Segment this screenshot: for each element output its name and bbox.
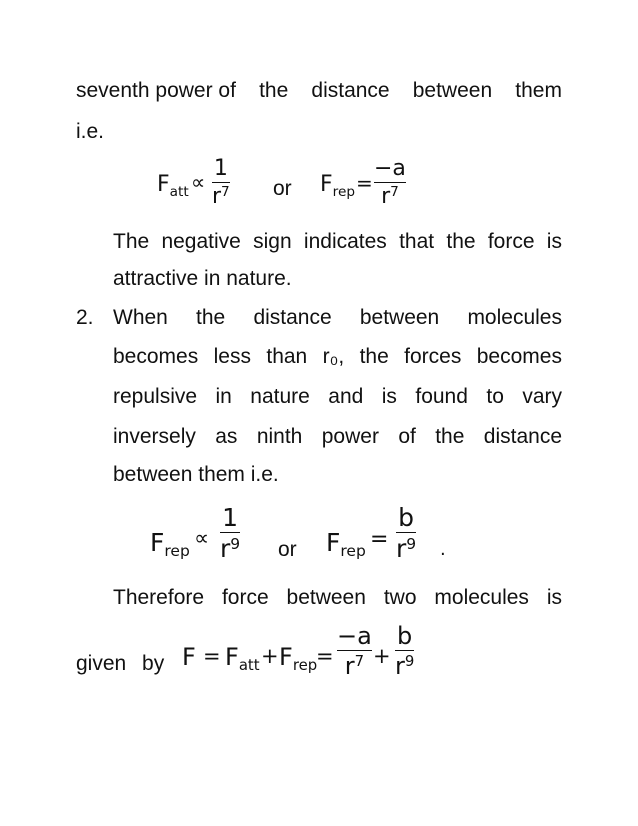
eq3-plus-1: + [261, 644, 279, 668]
item-2-line-4 [113, 426, 562, 447]
word: two [383, 586, 417, 609]
word: that [399, 230, 435, 253]
word: between [359, 306, 440, 329]
word: to [486, 385, 504, 408]
word: less [213, 345, 251, 368]
word: the [435, 425, 465, 448]
word: negative [161, 230, 241, 253]
word: the [359, 345, 389, 368]
word: The [113, 230, 150, 253]
word: the [259, 79, 289, 102]
eq2-or: or [278, 538, 297, 561]
paragraph-2-line-1 [113, 231, 562, 252]
word: the [446, 230, 476, 253]
eq2-period: . [440, 539, 446, 560]
word: distance [483, 425, 562, 448]
word: force [487, 230, 535, 253]
eq1-rhs-lhs: $F_{rep}$ [320, 172, 355, 200]
eq3-fraction-2: b $r^9$ [395, 622, 415, 681]
eq2-rhs-fraction: b $r^9$ [396, 503, 417, 564]
paragraph-1-line-1 [76, 80, 562, 101]
word: the [196, 306, 226, 329]
list-item-number: 2. [76, 306, 94, 329]
eq1-equals: = [356, 171, 373, 195]
eq3-equals-1: = [203, 644, 221, 668]
word: seventh power of [76, 79, 236, 102]
word: vary [522, 385, 562, 408]
word: distance [311, 79, 390, 102]
eq1-proportional-symbol: ∝ [191, 170, 206, 194]
eq3-term-2: $F_{rep}$ [279, 643, 318, 675]
eq1-or: or [273, 177, 292, 200]
word: is [381, 385, 397, 408]
word: indicates [303, 230, 387, 253]
eq2-proportional-symbol: ∝ [194, 526, 210, 550]
word: power [321, 425, 379, 448]
eq1-fraction: 1 $r^7$ [212, 156, 230, 210]
eq2-lhs: $F_{rep}$ [150, 528, 190, 561]
word: of [398, 425, 416, 448]
eq1-lhs: $F_{att}$ [157, 172, 189, 200]
word: distance [253, 306, 332, 329]
eq2-rhs-lhs: $F_{rep}$ [326, 528, 366, 561]
word: molecules [434, 586, 529, 609]
word: inversely [113, 425, 196, 448]
eq3-plus-2: + [373, 644, 391, 668]
eq3-term-1: $F_{att}$ [225, 643, 260, 675]
eq2-fraction: 1 $r^9$ [220, 503, 241, 564]
item-2-line-5: between them i.e. [113, 463, 279, 486]
word: Therefore [113, 586, 205, 609]
word: as [215, 425, 238, 448]
eq3-lhs: F [182, 643, 196, 671]
word: them [515, 79, 562, 102]
word: forces [404, 345, 462, 368]
paragraph-3-line-1 [113, 587, 562, 608]
word: found [415, 385, 468, 408]
word: in [215, 385, 232, 408]
word: nature [250, 385, 310, 408]
word: becomes [113, 345, 199, 368]
item-2-line-3 [113, 386, 562, 407]
word: r₀, [322, 345, 345, 368]
word: ninth [256, 425, 303, 448]
word: When [113, 306, 168, 329]
word: becomes [476, 345, 562, 368]
eq3-equals-2: = [316, 644, 334, 668]
paragraph-2-line-2: attractive in nature. [113, 267, 292, 290]
eq3-fraction-1: −a $r^7$ [337, 622, 372, 681]
word: is [546, 586, 562, 609]
word: and [328, 385, 364, 408]
word: between [412, 79, 493, 102]
item-2-line-1 [113, 307, 562, 328]
word: sign [253, 230, 292, 253]
word: than [266, 345, 308, 368]
word: repulsive [113, 385, 198, 408]
eq1-rhs-fraction: −a $r^7$ [374, 156, 406, 210]
word: is [546, 230, 562, 253]
word: molecules [467, 306, 562, 329]
eq2-equals: = [370, 527, 389, 552]
item-2-line-2 [113, 346, 562, 367]
word: between [286, 586, 366, 609]
word: force [221, 586, 269, 609]
paragraph-1-line-2: i.e. [76, 120, 105, 143]
paragraph-3-lead: given by [76, 652, 165, 675]
